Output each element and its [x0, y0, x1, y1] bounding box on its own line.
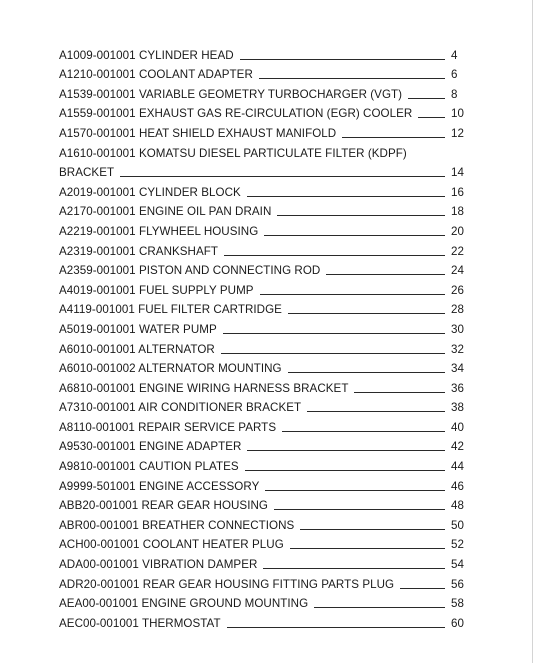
- leader-line: [247, 450, 445, 451]
- toc-entry[interactable]: [59, 494, 465, 514]
- toc-entry-title: A6010-001002 ALTERNATOR MOUNTING: [59, 362, 282, 376]
- toc-entry-title: A1559-001001 EXHAUST GAS RE-CIRCULATION (EGR) COOLER: [59, 107, 413, 121]
- leader-line: [408, 98, 445, 99]
- toc-entry-title: ACH00-001001 COOLANT HEATER PLUG: [59, 538, 284, 552]
- leader-line: [307, 411, 445, 412]
- leader-line: [265, 490, 445, 491]
- toc-entry-title: A9530-001001 ENGINE ADAPTER: [59, 440, 242, 454]
- leader-line: [224, 255, 445, 256]
- toc-entry[interactable]: [59, 219, 465, 239]
- toc-entry-title: AEA00-001001 ENGINE GROUND MOUNTING: [59, 597, 309, 611]
- toc-entry-title: A2219-001001 FLYWHEEL HOUSING: [59, 224, 259, 238]
- leader-line: [245, 470, 445, 471]
- toc-entry[interactable]: [59, 63, 465, 83]
- toc-entry[interactable]: [59, 454, 465, 474]
- toc-entry-title: A5019-001001 WATER PUMP: [59, 322, 217, 336]
- leader-line: [400, 588, 445, 589]
- leader-line: [418, 117, 445, 118]
- toc-entry-title: A2359-001001 PISTON AND CONNECTING ROD: [59, 264, 321, 278]
- toc-entry[interactable]: [59, 474, 465, 494]
- toc-entry[interactable]: [59, 376, 465, 396]
- toc-entry-title: A1009-001001 CYLINDER HEAD: [59, 48, 234, 62]
- leader-line: [342, 137, 445, 138]
- toc-entry-title: ABR00-001001 BREATHER CONNECTIONS: [59, 518, 295, 532]
- toc-entry-title: A8110-001001 REPAIR SERVICE PARTS: [59, 420, 277, 434]
- toc-entry[interactable]: [59, 435, 465, 455]
- toc-entry[interactable]: [59, 43, 465, 63]
- toc-page-number: 46: [451, 479, 464, 493]
- leader-line: [326, 274, 445, 275]
- toc-page-number: 58: [451, 597, 464, 611]
- toc-entry[interactable]: [59, 121, 465, 141]
- toc-entry[interactable]: [59, 572, 465, 592]
- leader-line: [288, 313, 445, 314]
- toc-page-number: 22: [451, 244, 464, 258]
- toc-entry-title: ADR20-001001 REAR GEAR HOUSING FITTING PARTS PLUG: [59, 577, 395, 591]
- toc-page-number: 28: [451, 303, 464, 317]
- toc-entry[interactable]: [59, 396, 465, 416]
- leader-line: [300, 529, 445, 530]
- toc-entry[interactable]: [59, 552, 465, 572]
- toc-page-number: 32: [451, 342, 464, 356]
- leader-line: [259, 78, 445, 79]
- leader-line: [282, 431, 445, 432]
- toc-page-number: 14: [451, 166, 464, 180]
- leader-line: [314, 607, 445, 608]
- toc-entry-title: A9999-501001 ENGINE ACCESSORY: [59, 479, 260, 493]
- toc-page-number: 52: [451, 538, 464, 552]
- leader-line: [240, 59, 445, 60]
- leader-line: [354, 392, 445, 393]
- toc-entry[interactable]: [59, 278, 465, 298]
- toc-page-number: 56: [451, 577, 464, 591]
- toc-entry-title: ADA00-001001 VIBRATION DAMPER: [59, 558, 258, 572]
- toc-entry[interactable]: [59, 592, 465, 612]
- toc-page-number: 38: [451, 401, 464, 415]
- table-of-contents: [59, 43, 465, 631]
- toc-page-number: 34: [451, 362, 464, 376]
- toc-entry-title: A6810-001001 ENGINE WIRING HARNESS BRACKET: [59, 381, 349, 395]
- toc-entry[interactable]: [59, 317, 465, 337]
- leader-line: [221, 353, 445, 354]
- toc-entry-title: A4119-001001 FUEL FILTER CARTRIDGE: [59, 303, 282, 317]
- toc-entry[interactable]: [59, 337, 465, 357]
- toc-page-number: 30: [451, 322, 464, 336]
- leader-line: [227, 627, 445, 628]
- toc-entry[interactable]: [59, 298, 465, 318]
- toc-page-number: 24: [451, 264, 464, 278]
- toc-entry[interactable]: [59, 357, 465, 377]
- toc-page-number: 48: [451, 499, 464, 513]
- leader-line: [247, 196, 445, 197]
- toc-entry-title: AEC00-001001 THERMOSTAT: [59, 616, 221, 630]
- toc-page-number: 42: [451, 440, 464, 454]
- toc-entry-title: A2319-001001 CRANKSHAFT: [59, 244, 219, 258]
- toc-entry[interactable]: [59, 611, 465, 631]
- toc-entry-title: A7310-001001 AIR CONDITIONER BRACKET: [59, 401, 302, 415]
- toc-page-number: 50: [451, 518, 464, 532]
- toc-entry-title: A1570-001001 HEAT SHIELD EXHAUST MANIFOLD: [59, 126, 337, 140]
- toc-entry-title: A1539-001001 VARIABLE GEOMETRY TURBOCHARGER (VGT): [59, 87, 403, 101]
- toc-entry-title: A9810-001001 CAUTION PLATES: [59, 460, 239, 474]
- leader-line: [263, 568, 445, 569]
- toc-page-number: 36: [451, 381, 464, 395]
- toc-entry-title: A1210-001001 COOLANT ADAPTER: [59, 68, 253, 82]
- toc-page-number: 20: [451, 224, 464, 238]
- leader-line: [260, 294, 445, 295]
- toc-page-number: 44: [451, 460, 464, 474]
- toc-entry[interactable]: [59, 200, 465, 220]
- toc-page-number: 18: [451, 205, 464, 219]
- toc-page-number: 4: [451, 48, 458, 62]
- toc-entry-title: A6010-001001 ALTERNATOR: [59, 342, 215, 356]
- toc-entry[interactable]: [59, 513, 465, 533]
- toc-page-number: 26: [451, 283, 464, 297]
- toc-entry-title: A4019-001001 FUEL SUPPLY PUMP: [59, 283, 254, 297]
- toc-page-number: 54: [451, 558, 464, 572]
- toc-entry[interactable]: [59, 82, 465, 102]
- toc-page-number: 6: [451, 68, 458, 82]
- leader-line: [120, 176, 445, 177]
- leader-line: [288, 372, 445, 373]
- toc-entry-continuation[interactable]: [59, 161, 465, 181]
- toc-entry-title: ABB20-001001 REAR GEAR HOUSING: [59, 499, 268, 513]
- toc-entry-title-continuation: BRACKET: [59, 166, 115, 180]
- toc-entry-title: A1610-001001 KOMATSU DIESEL PARTICULATE FILTER (KDPF): [59, 146, 407, 160]
- toc-entry[interactable]: [59, 180, 465, 200]
- leader-line: [264, 235, 445, 236]
- leader-line: [277, 215, 445, 216]
- toc-entry[interactable]: [59, 239, 465, 259]
- toc-entry-title: A2170-001001 ENGINE OIL PAN DRAIN: [59, 205, 272, 219]
- toc-entry[interactable]: [59, 259, 465, 279]
- toc-page-number: 16: [451, 185, 464, 199]
- toc-page-number: 10: [451, 107, 464, 121]
- toc-entry-title: A2019-001001 CYLINDER BLOCK: [59, 185, 241, 199]
- leader-line: [223, 333, 445, 334]
- toc-page-number: 60: [451, 616, 464, 630]
- toc-entry[interactable]: [59, 533, 465, 553]
- leader-line: [290, 548, 445, 549]
- leader-line: [274, 509, 445, 510]
- toc-entry[interactable]: [59, 415, 465, 435]
- toc-page-number: 12: [451, 126, 464, 140]
- toc-page-number: 40: [451, 420, 464, 434]
- toc-entry[interactable]: [59, 141, 465, 161]
- toc-entry[interactable]: [59, 102, 465, 122]
- toc-page-number: 8: [451, 87, 458, 101]
